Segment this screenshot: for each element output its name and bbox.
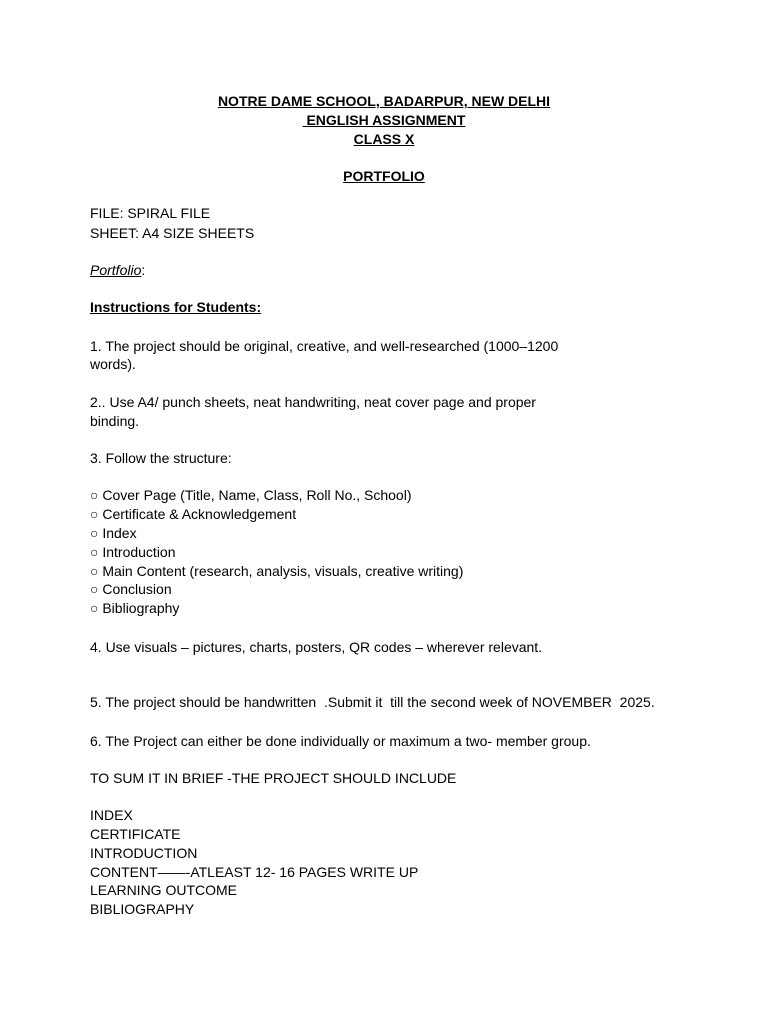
structure-item: ○ Introduction xyxy=(90,544,176,560)
structure-item: ○ Bibliography xyxy=(90,600,180,616)
structure-item: ○ Cover Page (Title, Name, Class, Roll No., School) xyxy=(90,487,412,503)
structure-item: ○ Conclusion xyxy=(90,581,172,597)
structure-item: ○ Main Content (research, analysis, visuals, creative writing) xyxy=(90,563,464,579)
structure-item: ○ Certificate & Acknowledgement xyxy=(90,506,297,522)
page-title: PORTFOLIO xyxy=(343,168,425,184)
summary-item: LEARNING OUTCOME xyxy=(90,882,238,898)
school-name: NOTRE DAME SCHOOL, BADARPUR, NEW DELHI xyxy=(217,93,551,109)
instruction-3: 3. Follow the structure: xyxy=(90,450,232,466)
instruction-6: 6. The Project can either be done individually or maximum a two- member group. xyxy=(90,733,591,749)
summary-item: CONTENT——-ATLEAST 12- 16 PAGES WRITE UP xyxy=(90,864,419,880)
sheet-spec: SHEET: A4 SIZE SHEETS xyxy=(90,225,255,241)
instruction-5: 5. The project should be handwritten .Submit it till the second week of NOVEMBER 2025. xyxy=(90,694,655,710)
class-label: CLASS X xyxy=(353,131,415,147)
instructions-heading: Instructions for Students: xyxy=(90,299,262,315)
assignment-title: ENGLISH ASSIGNMENT xyxy=(302,112,466,128)
summary-item: CERTIFICATE xyxy=(90,826,181,842)
instruction-2-line-2: binding. xyxy=(90,413,140,429)
portfolio-colon: : xyxy=(141,262,146,278)
instruction-2-line-1: 2.. Use A4/ punch sheets, neat handwriting, neat cover page and proper xyxy=(90,394,536,410)
summary-item: BIBLIOGRAPHY xyxy=(90,901,195,917)
instruction-1-line-1: 1. The project should be original, creative, and well-researched (1000–1200 xyxy=(90,338,559,354)
portfolio-label: Portfolio xyxy=(90,262,142,278)
instruction-4: 4. Use visuals – pictures, charts, posters, QR codes – wherever relevant. xyxy=(90,639,543,655)
summary-item: INTRODUCTION xyxy=(90,845,198,861)
summary-heading: TO SUM IT IN BRIEF -THE PROJECT SHOULD INCLUDE xyxy=(90,770,457,786)
summary-item: INDEX xyxy=(90,807,133,823)
portfolio-label-line xyxy=(90,262,145,278)
structure-item: ○ Index xyxy=(90,525,137,541)
file-spec: FILE: SPIRAL FILE xyxy=(90,205,211,221)
instruction-1-line-2: words). xyxy=(90,356,136,372)
